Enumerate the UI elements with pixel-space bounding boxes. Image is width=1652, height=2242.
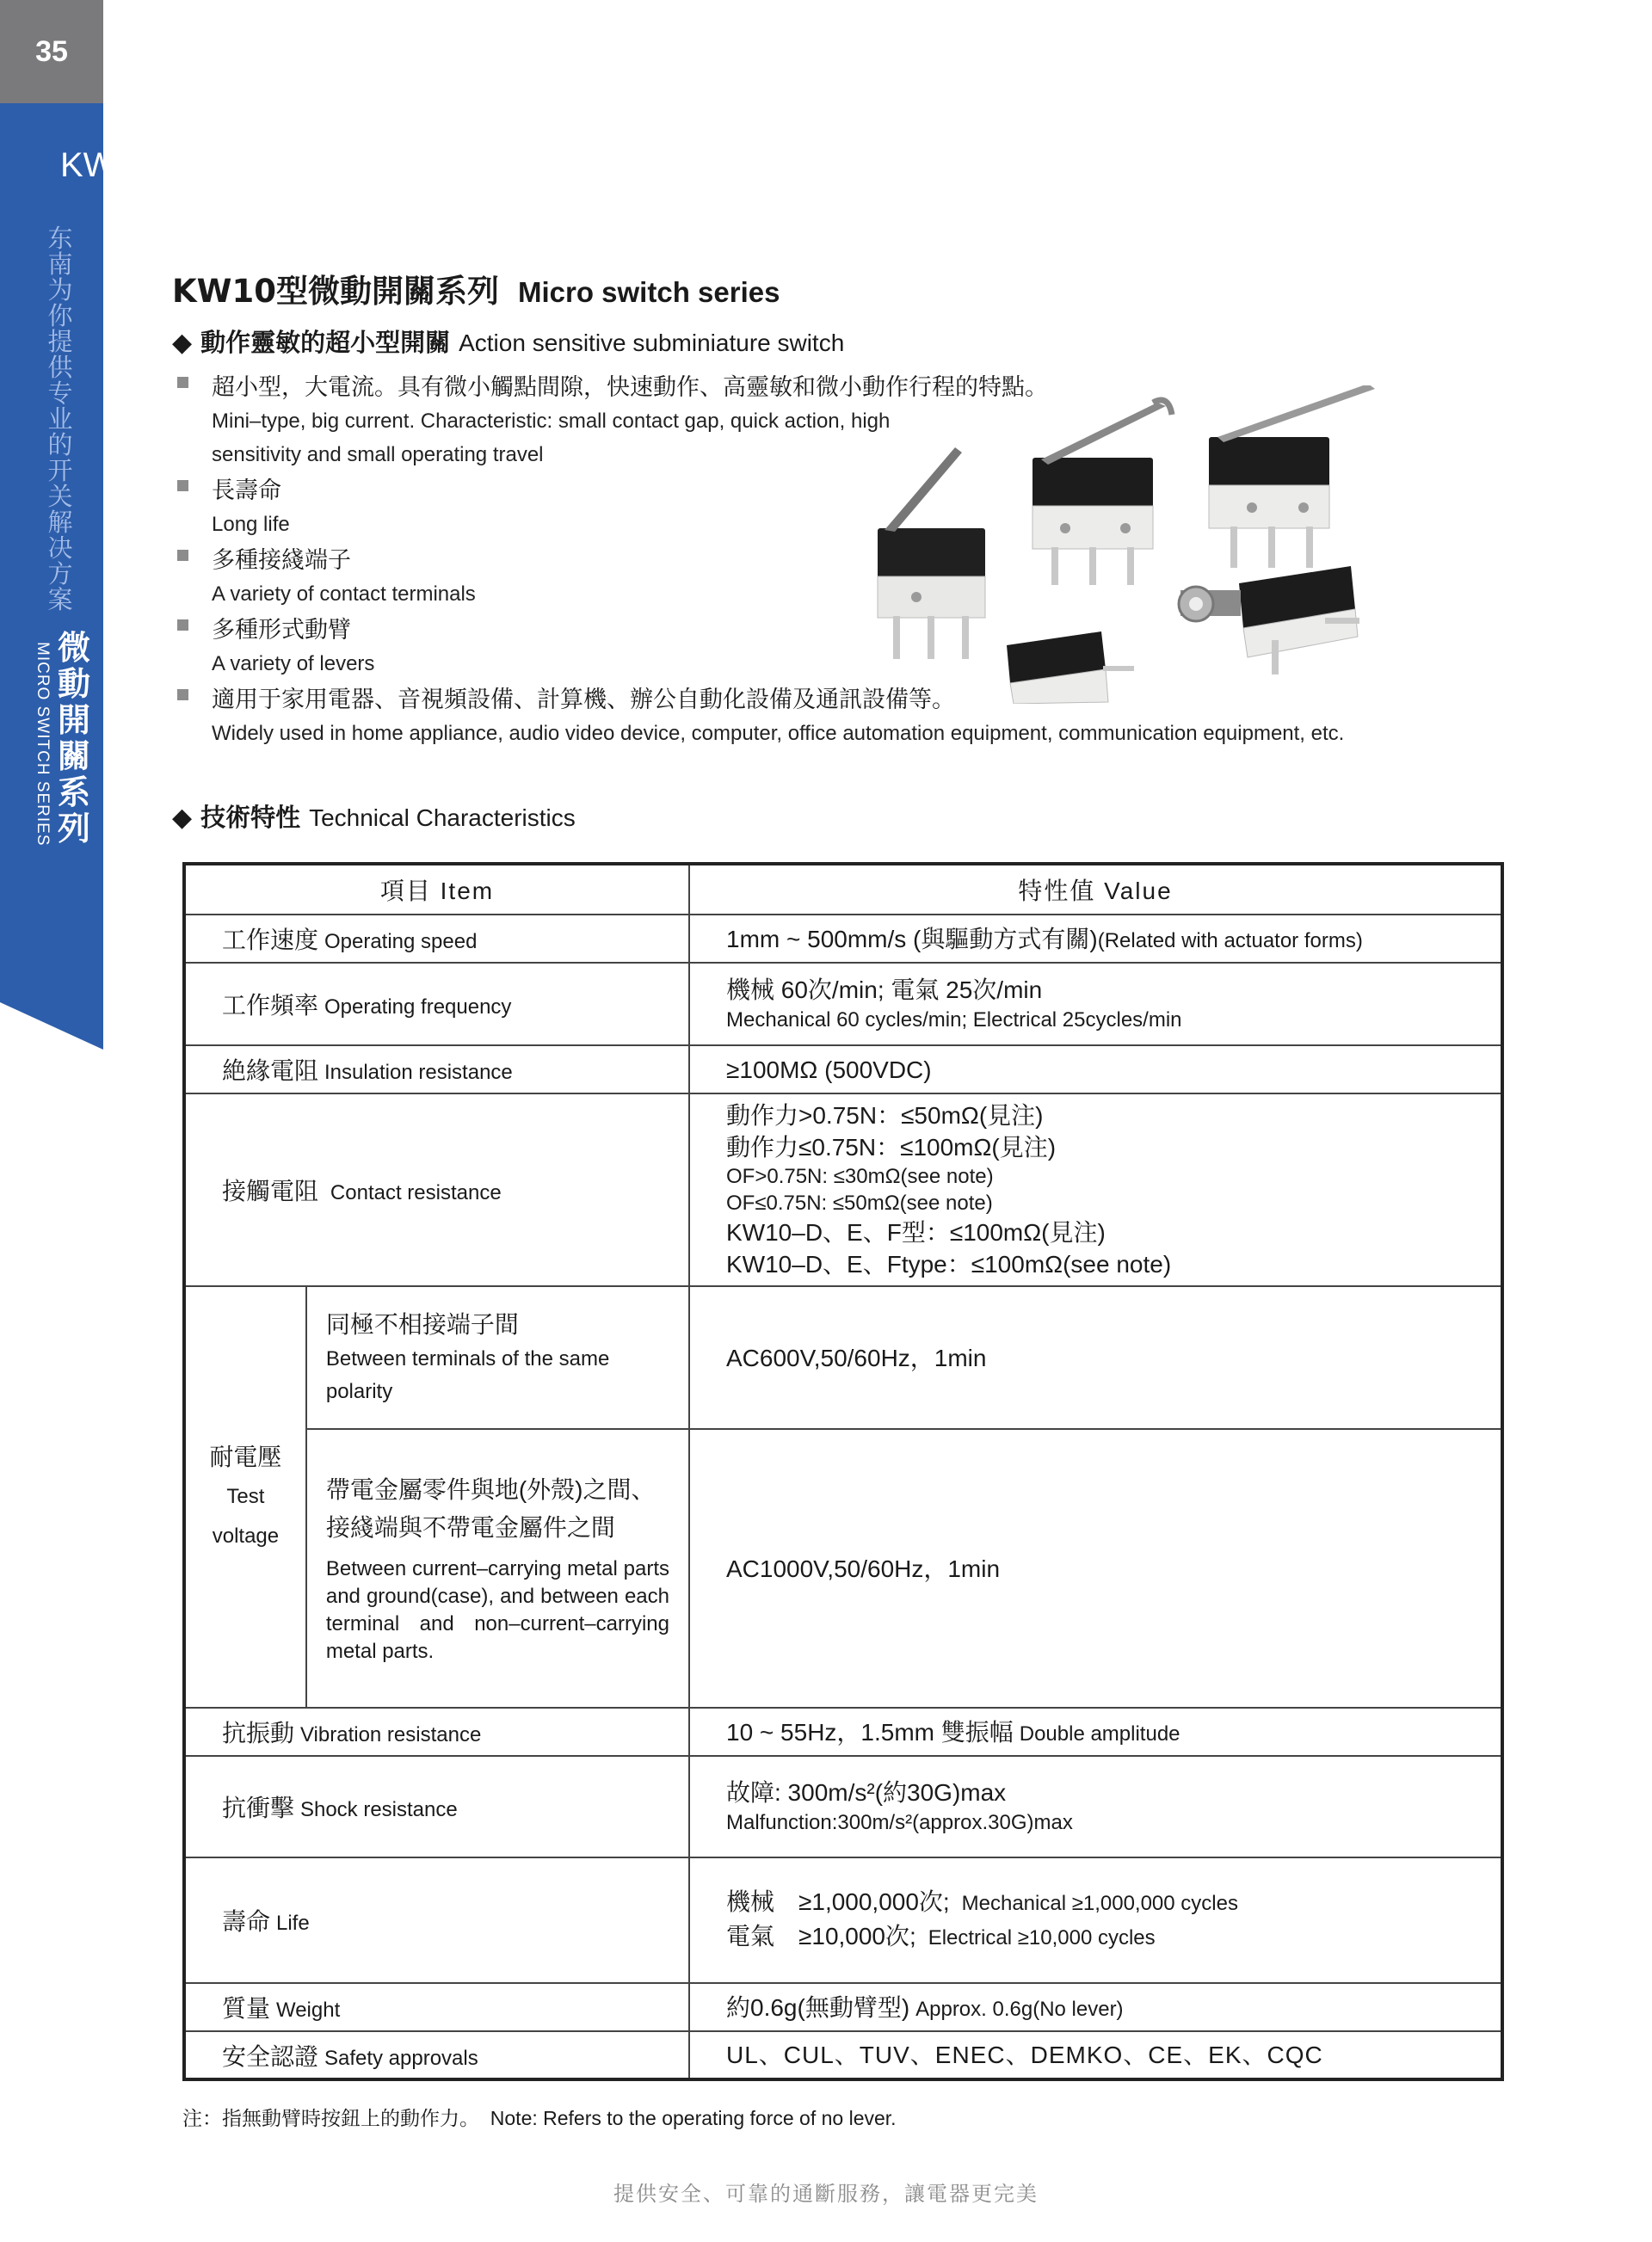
feature-en: Long life [212, 513, 290, 536]
table-row [184, 1708, 1502, 1756]
item-cn: 抗衝擊 [222, 1795, 295, 1821]
item-en: Vibration resistance [299, 1723, 482, 1746]
column-header-value: 特性值 Value [689, 864, 1502, 915]
item-cn: 絶緣電阻 [222, 1057, 319, 1084]
value-text: KW10–D、E、Ftype：≤100mΩ(see note) [726, 1251, 1172, 1278]
square-bullet-icon [177, 480, 188, 491]
square-bullet-icon [177, 377, 188, 388]
sub-item-en: Between terminals of the same polarity [325, 1347, 610, 1403]
feature-en: Widely used in home appliance, audio video device, computer, office automation equipment, communication equipment, etc. [212, 722, 1345, 745]
sub-item-cell [306, 1286, 689, 1429]
table-row [184, 1429, 1502, 1708]
value-cell [689, 1708, 1502, 1756]
tech-heading [172, 798, 576, 834]
switch-short-lever-image [1209, 385, 1375, 568]
switch-long-lever-image [878, 447, 985, 659]
item-cell [184, 1045, 689, 1093]
item-cn: 工作速度 [222, 927, 319, 953]
switch-bent-lever-image [1032, 400, 1172, 585]
footnote [182, 2103, 897, 2131]
item-en: Contact resistance [330, 1181, 502, 1204]
item-en: Life [275, 1912, 310, 1935]
value-text: 動作力≤0.75N：≤100mΩ(見注) [726, 1134, 1057, 1161]
value-cell [689, 1756, 1502, 1857]
item-en: Shock resistance [299, 1798, 458, 1821]
column-header-item: 項目 Item [184, 864, 689, 915]
value-text: (Related with actuator forms) [1097, 928, 1363, 952]
item-cell [184, 1857, 689, 1983]
item-cell [184, 963, 689, 1045]
value-cell [689, 915, 1502, 963]
table-row [184, 1045, 1502, 1093]
item-cn: 質量 [222, 1995, 271, 2022]
feature-en: A variety of contact terminals [212, 582, 476, 606]
item-cell [184, 1983, 689, 2031]
subtitle [172, 323, 844, 359]
feature-en: Mini–type, big current. Characteristic: small contact gap, quick action, high sensitivity and small operating travel [212, 410, 891, 466]
item-cn: 安全認證 [222, 2042, 319, 2070]
table-row [184, 1286, 1502, 1429]
square-bullet-icon [177, 619, 188, 631]
page-number: 35 [0, 0, 103, 103]
item-cell [184, 1756, 689, 1857]
value-text: 1mm ~ 500mm/s (與驅動方式有關) [726, 925, 1098, 952]
value-text: KW10–D、E、F型：≤100mΩ(見注) [726, 1219, 1106, 1246]
item-en: Test [226, 1485, 265, 1508]
value-cell [689, 1983, 1502, 2031]
table-header-row [184, 864, 1502, 915]
item-en: Safety approvals [324, 2046, 478, 2070]
table-row [184, 1983, 1502, 2031]
feature-cn: 超小型，大電流。具有微小觸點間隙，快速動作、高靈敏和微小動作行程的特點。 [212, 374, 1048, 401]
subtitle-cn: 動作靈敏的超小型開關 [200, 328, 451, 357]
value-text: AC1000V,50/60Hz，1min [726, 1555, 1001, 1582]
square-bullet-icon [177, 550, 188, 561]
item-en: Insulation resistance [324, 1061, 513, 1084]
table-row [184, 1756, 1502, 1857]
item-cell [184, 915, 689, 963]
item-cn: 抗振動 [222, 1720, 295, 1746]
sub-item-cn: 接綫端與不帶電金屬件之間 [325, 1514, 615, 1541]
square-bullet-icon [177, 689, 188, 700]
feature-cn: 長壽命 [212, 477, 281, 504]
feature-cn: 適用于家用電器、音視頻設備、計算機、辦公自動化設備及通訊設備等。 [212, 687, 955, 713]
item-cell [184, 1093, 689, 1286]
feature-cn: 多種形式動臂 [212, 617, 351, 644]
switch-no-lever-image [1007, 631, 1134, 704]
diamond-icon: ◆ [172, 328, 193, 358]
table-row [184, 1857, 1502, 1983]
value-cell [689, 1286, 1502, 1429]
value-text: 電氣 ≥10,000次; [726, 1923, 916, 1949]
table-row [184, 2031, 1502, 2079]
item-cn: 接觸電阻 [222, 1178, 319, 1204]
value-text: Double amplitude [1019, 1722, 1180, 1746]
page-footer: 提供安全、可靠的通斷服務，讓電器更完美 [613, 2182, 1039, 2206]
value-text: Mechanical 60 cycles/min; Electrical 25cycles/min [726, 1008, 1182, 1032]
value-cell [689, 1093, 1502, 1286]
feature-cn: 多種接綫端子 [212, 547, 351, 574]
sub-item-cell [306, 1429, 689, 1708]
sidebar-title-en: MICRO SWITCH SERIES [34, 642, 52, 847]
subtitle-en: Action sensitive subminiature switch [459, 330, 845, 356]
page-title-en: Micro switch series [517, 276, 780, 308]
value-cell [689, 1429, 1502, 1708]
sub-item-cn: 帶電金屬零件與地(外殼)之間、 [325, 1476, 656, 1503]
footnote-en: Note: Refers to the operating force of no lever. [490, 2107, 897, 2129]
spec-table [182, 862, 1504, 2081]
value-cell [689, 2031, 1502, 2079]
value-text: Malfunction:300m/s²(approx.30G)max [726, 1811, 1073, 1834]
item-en: Operating frequency [324, 995, 512, 1019]
diamond-icon: ◆ [172, 803, 193, 833]
value-text: 機械 ≥1,000,000次; [726, 1888, 950, 1915]
tech-heading-en: Technical Characteristics [309, 804, 576, 831]
value-text: Electrical ≥10,000 cycles [928, 1926, 1156, 1949]
tech-heading-cn: 技術特性 [200, 803, 301, 832]
item-en: Weight [275, 1999, 341, 2022]
item-cell [184, 1708, 689, 1756]
value-text: AC600V,50/60Hz，1min [726, 1344, 987, 1371]
feature-en: A variety of levers [212, 652, 375, 675]
voltage-label-cell [184, 1286, 306, 1708]
value-cell [689, 963, 1502, 1045]
series-tag: KW10 [60, 146, 154, 184]
sub-item-en: Between current–carrying metal parts and ground(case), and between each terminal and non–current–carrying metal parts. [325, 1557, 669, 1663]
page-title-cn: KW10型微動開關系列 [172, 273, 499, 310]
item-cn: 耐電壓 [209, 1444, 282, 1470]
sub-item-cn: 同極不相接端子間 [325, 1311, 519, 1338]
value-text: Approx. 0.6g(No lever) [915, 1997, 1124, 2021]
value-text: 機械 60次/min; 電氣 25次/min [726, 976, 1043, 1003]
item-en: Operating speed [324, 930, 478, 953]
value-text: 動作力>0.75N：≤50mΩ(見注) [726, 1102, 1044, 1129]
value-cell [689, 1045, 1502, 1093]
item-cn: 壽命 [222, 1908, 271, 1935]
table-row [184, 963, 1502, 1045]
value-text: 10 ~ 55Hz，1.5mm 雙振幅 [726, 1718, 1014, 1746]
sidebar-title-cn: 微動開關系列 [57, 629, 90, 847]
value-cell [689, 1857, 1502, 1983]
value-text: OF>0.75N: ≤30mΩ(see note) [726, 1165, 994, 1188]
value-text: 故障: 300m/s²(約30G)max [726, 1779, 1007, 1806]
value-text: UL、CUL、TUV、ENEC、DEMKO、CE、EK、CQC [726, 2042, 1323, 2068]
product-photo [869, 385, 1385, 704]
item-cell [184, 2031, 689, 2079]
value-text: OF≤0.75N: ≤50mΩ(see note) [726, 1192, 993, 1215]
value-text: ≥100MΩ (500VDC) [726, 1056, 932, 1083]
item-en: voltage [212, 1524, 280, 1548]
value-text: 約0.6g(無動臂型) [726, 1993, 910, 2021]
table-row [184, 915, 1502, 963]
item-cn: 工作頻率 [222, 992, 319, 1019]
sidebar-slogan: 东南为你提供专业的开关解决方案 [47, 224, 73, 614]
page-title [172, 265, 780, 311]
footnote-cn: 注：指無動臂時按鈕上的動作力。 [182, 2107, 479, 2129]
value-text: Mechanical ≥1,000,000 cycles [961, 1892, 1238, 1915]
table-row [184, 1093, 1502, 1286]
switch-roller-lever-image [1179, 566, 1359, 674]
